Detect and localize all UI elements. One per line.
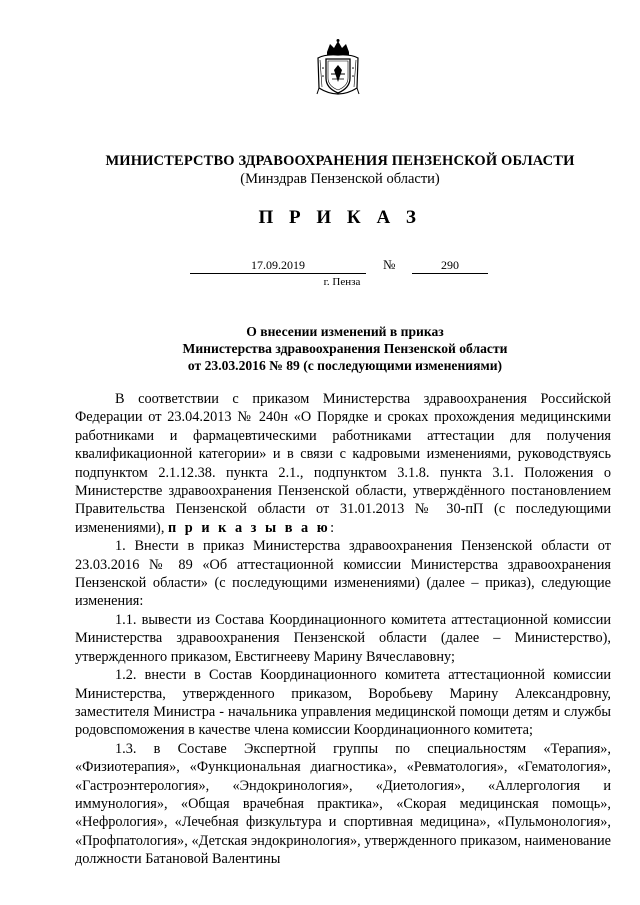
coat-of-arms-icon	[313, 38, 363, 100]
paragraph-item-1: 1. Внести в приказ Министерства здравоохранения Пензенской области от 23.03.2016 № 89 «Об аттестационной комиссии Министерства здравоохранения Пензенской области» (с последующими изменениями) (далее – приказ), следующие изменения:	[75, 538, 611, 610]
order-subject	[90, 323, 600, 374]
subject-line-1: О внесении изменений в приказ	[246, 324, 444, 339]
preamble-text: В соответствии с приказом Министерства здравоохранения Российской Федерации от 23.04.2013 № 240н «О Порядке и сроках прохождения медицинскими работниками и фармацевтическими работниками аттестации для получения квалификационной категории» и в связи с кадровыми изменениями, руководствуясь подпунктом 2.1.12.38. пункта 2.1., подпунктом 3.1.8. пункта 3.1. Положения о Министерстве здравоохранения Пензенской области, утверждённого постановлением Правительства Пензенской области от 31.01.2013 № 30-пП (с последующими изменениями),	[75, 391, 611, 536]
paragraph-item-1-2: 1.2. внести в Состав Координационного комитета аттестационной комиссии Министерства, утвержденного приказом, Воробьеву Марину Александровну, заместителя Министра - начальника управления медицинской помощи детям и службы родовспоможения в качестве члена комиссии Координационного комитета;	[75, 667, 611, 739]
order-date: 17.09.2019	[190, 257, 366, 274]
number-label: №	[383, 257, 396, 272]
subject-line-3: от 23.03.2016 № 89 (с последующими изменениями)	[187, 358, 503, 373]
ministry-short-name: (Минздрав Пензенской области)	[240, 171, 440, 187]
preamble-end: :	[330, 519, 335, 536]
paragraph-item-1-1: 1.1. вывести из Состава Координационного комитета аттестационной комиссии Министерства здравоохранения Пензенской области (далее – Министерство), утвержденного приказом, Евстигнееву Марину Вячеславовну;	[75, 611, 611, 665]
paragraph-item-1-3: 1.3. в Составе Экспертной группы по специальностям «Терапия», «Физиотерапия», «Функциональная диагностика», «Ревматология», «Гематология», «Гастроэнтерология», «Эндокринология», «Диетология», «Аллергология и иммунология», «Общая врачебная практика», «Скорая медицинская помощь», «Нефрология», «Лечебная физкультура и спортивная медицина», «Пульмонология», «Профпатология», «Детская эндокринология», утвержденного приказом, наименование должности Батановой Валентины	[75, 740, 611, 868]
document-type-title: П Р И К А З	[258, 207, 422, 228]
order-place: г. Пенза	[323, 276, 361, 288]
subject-line-2: Министерства здравоохранения Пензенской области	[182, 341, 508, 356]
order-word: п р и к а з ы в а ю	[167, 519, 331, 536]
paragraph-preamble	[75, 390, 611, 537]
order-body	[75, 390, 611, 869]
order-number: 290	[412, 257, 488, 274]
ministry-name: МИНИСТЕРСТВО ЗДРАВООХРАНЕНИЯ ПЕНЗЕНСКОЙ ОБЛАСТИ	[105, 153, 575, 169]
